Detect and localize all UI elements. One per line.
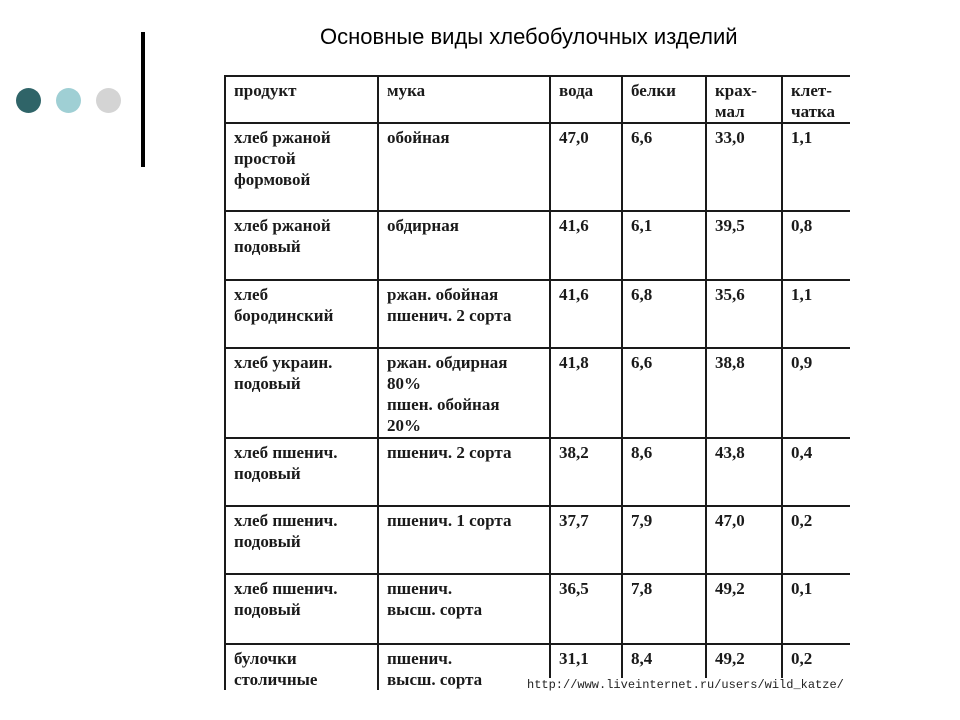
cell-line: обойная bbox=[387, 128, 450, 147]
cell-flour bbox=[378, 280, 550, 348]
cell-protein bbox=[622, 211, 706, 280]
cell-fiber bbox=[782, 348, 850, 438]
cell-line: 7,8 bbox=[631, 579, 653, 598]
cell-line: 43,8 bbox=[715, 443, 745, 462]
cell-protein bbox=[622, 506, 706, 574]
cell-flour bbox=[378, 438, 550, 506]
watermark-url: http://www.liveinternet.ru/users/wild_katze/ bbox=[527, 678, 844, 692]
cell-line: ржан. обойная bbox=[387, 285, 499, 304]
cell-line: хлеб пшенич. bbox=[234, 511, 338, 530]
cell-line: хлеб украин. bbox=[234, 353, 333, 372]
cell-line: простой bbox=[234, 149, 296, 168]
table-container bbox=[224, 75, 850, 690]
cell-water bbox=[550, 123, 622, 211]
cell-line: 49,2 bbox=[715, 579, 745, 598]
table-row bbox=[225, 280, 850, 348]
table-row bbox=[225, 348, 850, 438]
cell-line: пшенич. 2 сорта bbox=[387, 443, 512, 462]
cell-line: белки bbox=[631, 81, 676, 100]
cell-water bbox=[550, 348, 622, 438]
cell-line: 6,8 bbox=[631, 285, 653, 304]
cell-line: бородинский bbox=[234, 306, 334, 325]
cell-line: клет- bbox=[791, 81, 832, 100]
cell-line: обдирная bbox=[387, 216, 459, 235]
cell-line: 49,2 bbox=[715, 649, 745, 668]
cell-protein bbox=[622, 123, 706, 211]
cell-line: 38,8 bbox=[715, 353, 745, 372]
cell-line: хлеб пшенич. bbox=[234, 579, 338, 598]
cell-starch bbox=[706, 348, 782, 438]
cell-fiber bbox=[782, 574, 850, 644]
cell-starch bbox=[706, 574, 782, 644]
cell-water bbox=[550, 506, 622, 574]
cell-line: 0,1 bbox=[791, 579, 813, 598]
cell-line: 0,9 bbox=[791, 353, 813, 372]
cell-line: 0,2 bbox=[791, 649, 813, 668]
cell-line: 1,1 bbox=[791, 285, 813, 304]
cell-product bbox=[225, 574, 378, 644]
header-fiber bbox=[782, 76, 850, 123]
cell-line: 36,5 bbox=[559, 579, 589, 598]
cell-line: хлеб ржаной bbox=[234, 128, 331, 147]
cell-line: пшенич. bbox=[387, 649, 453, 668]
header-flour bbox=[378, 76, 550, 123]
cell-line: подовый bbox=[234, 464, 301, 483]
cell-fiber bbox=[782, 506, 850, 574]
cell-line: 0,4 bbox=[791, 443, 813, 462]
cell-product bbox=[225, 211, 378, 280]
cell-line: 6,6 bbox=[631, 353, 653, 372]
cell-line: 8,4 bbox=[631, 649, 653, 668]
cell-line: 0,2 bbox=[791, 511, 813, 530]
cell-line: 7,9 bbox=[631, 511, 653, 530]
cell-line: мал bbox=[715, 102, 745, 121]
cell-line: 20% bbox=[387, 416, 421, 435]
cell-line: чатка bbox=[791, 102, 836, 121]
cell-line: булочки bbox=[234, 649, 297, 668]
slide-title: Основные виды хлебобулочных изделий bbox=[320, 24, 738, 49]
cell-water bbox=[550, 211, 622, 280]
cell-line: 1,1 bbox=[791, 128, 813, 147]
cell-protein bbox=[622, 348, 706, 438]
cell-line: хлеб ржаной bbox=[234, 216, 331, 235]
cell-line: 35,6 bbox=[715, 285, 745, 304]
cell-line: формовой bbox=[234, 170, 311, 189]
decorative-dot-light bbox=[56, 88, 81, 113]
cell-line: мука bbox=[387, 81, 426, 100]
cell-line: вода bbox=[559, 81, 594, 100]
cell-flour bbox=[378, 348, 550, 438]
cell-line: столичные bbox=[234, 670, 318, 689]
cell-line: 37,7 bbox=[559, 511, 589, 530]
cell-line: 31,1 bbox=[559, 649, 589, 668]
cell-line: пшен. обойная bbox=[387, 395, 500, 414]
cell-line: подовый bbox=[234, 600, 301, 619]
cell-line: 47,0 bbox=[715, 511, 745, 530]
cell-water bbox=[550, 280, 622, 348]
cell-water bbox=[550, 574, 622, 644]
cell-line: крах- bbox=[715, 81, 757, 100]
cell-line: пшенич. 2 сорта bbox=[387, 306, 512, 325]
cell-line: 6,1 bbox=[631, 216, 653, 235]
cell-product bbox=[225, 123, 378, 211]
cell-line: 0,8 bbox=[791, 216, 813, 235]
cell-line: подовый bbox=[234, 374, 301, 393]
cell-line: 38,2 bbox=[559, 443, 589, 462]
cell-line: 47,0 bbox=[559, 128, 589, 147]
cell-line: хлеб пшенич. bbox=[234, 443, 338, 462]
table-header-row bbox=[225, 76, 850, 123]
cell-fiber bbox=[782, 211, 850, 280]
cell-product bbox=[225, 644, 378, 690]
header-protein bbox=[622, 76, 706, 123]
cell-starch bbox=[706, 506, 782, 574]
cell-line: высш. сорта bbox=[387, 670, 483, 689]
header-water bbox=[550, 76, 622, 123]
cell-line: 33,0 bbox=[715, 128, 745, 147]
cell-starch bbox=[706, 280, 782, 348]
cell-line: продукт bbox=[234, 81, 297, 100]
cell-product bbox=[225, 438, 378, 506]
cell-line: пшенич. bbox=[387, 579, 453, 598]
cell-flour bbox=[378, 574, 550, 644]
cell-line: хлеб bbox=[234, 285, 269, 304]
cell-line: подовый bbox=[234, 532, 301, 551]
decorative-dot-gray bbox=[96, 88, 121, 113]
cell-starch bbox=[706, 123, 782, 211]
table-row bbox=[225, 574, 850, 644]
cell-line: 39,5 bbox=[715, 216, 745, 235]
cell-protein bbox=[622, 438, 706, 506]
cell-product bbox=[225, 280, 378, 348]
cell-product bbox=[225, 348, 378, 438]
decorative-vertical-bar bbox=[141, 32, 145, 167]
cell-product bbox=[225, 506, 378, 574]
cell-fiber bbox=[782, 280, 850, 348]
cell-protein bbox=[622, 574, 706, 644]
cell-starch bbox=[706, 438, 782, 506]
cell-water bbox=[550, 438, 622, 506]
cell-line: пшенич. 1 сорта bbox=[387, 511, 512, 530]
bread-composition-table bbox=[224, 75, 850, 690]
cell-line: ржан. обдирная bbox=[387, 353, 508, 372]
cell-line: подовый bbox=[234, 237, 301, 256]
cell-line: 41,6 bbox=[559, 216, 589, 235]
cell-line: 80% bbox=[387, 374, 421, 393]
cell-flour bbox=[378, 211, 550, 280]
table-row bbox=[225, 123, 850, 211]
cell-fiber bbox=[782, 123, 850, 211]
cell-flour bbox=[378, 123, 550, 211]
cell-protein bbox=[622, 280, 706, 348]
cell-fiber bbox=[782, 438, 850, 506]
cell-line: высш. сорта bbox=[387, 600, 483, 619]
header-product bbox=[225, 76, 378, 123]
cell-flour bbox=[378, 506, 550, 574]
table-row bbox=[225, 506, 850, 574]
cell-line: 41,6 bbox=[559, 285, 589, 304]
header-starch bbox=[706, 76, 782, 123]
cell-line: 8,6 bbox=[631, 443, 653, 462]
decorative-dot-dark bbox=[16, 88, 41, 113]
table-row bbox=[225, 211, 850, 280]
cell-line: 41,8 bbox=[559, 353, 589, 372]
cell-starch bbox=[706, 211, 782, 280]
table-row bbox=[225, 438, 850, 506]
cell-line: 6,6 bbox=[631, 128, 653, 147]
